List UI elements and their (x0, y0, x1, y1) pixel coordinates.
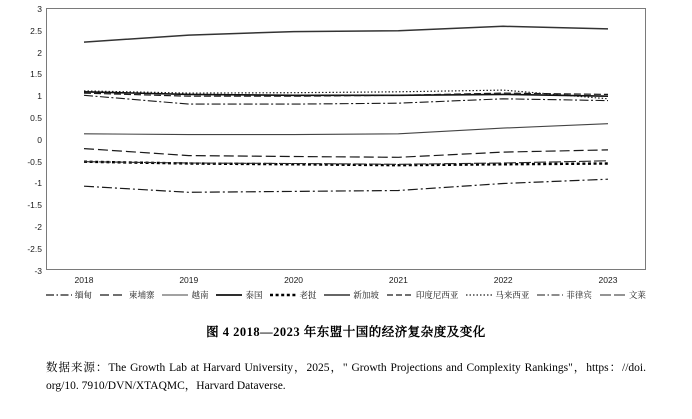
legend-swatch-singapore (324, 290, 350, 300)
y-tick-label: -3 (34, 265, 42, 276)
y-tick-label: -1 (34, 178, 42, 189)
legend-item-thailand (216, 289, 262, 301)
series-line-cambodia (84, 149, 608, 158)
legend-label-thailand: 泰国 (245, 290, 263, 300)
x-tick-label: 2021 (388, 275, 408, 285)
legend-item-singapore (324, 289, 379, 301)
y-tick-label: -1.5 (27, 200, 42, 211)
legend-item-myanmar (46, 289, 92, 301)
plot-frame (46, 8, 646, 270)
legend-swatch-laos (270, 290, 296, 300)
source-text: The Growth Lab at Harvard University，2025，" Growth Projections and Complexity Rankings"，https：//doi. org/10. 7910/DVN/XTAQMC，Harvard Dataverse. (46, 362, 646, 392)
legend-label-philippines: 菲律宾 (566, 290, 592, 300)
series-line-singapore (84, 26, 608, 42)
y-tick-label: 2 (37, 47, 42, 58)
source-note (46, 360, 646, 396)
x-tick-label: 2022 (493, 275, 513, 285)
legend-label-myanmar: 缅甸 (75, 290, 93, 300)
legend-swatch-brunei (600, 290, 626, 300)
legend-label-cambodia: 柬埔寨 (128, 290, 155, 300)
legend-label-indonesia: 印度尼西亚 (415, 290, 459, 300)
legend-item-indonesia (387, 289, 459, 301)
y-tick-label: 3 (37, 4, 42, 14)
legend-swatch-malaysia (466, 290, 492, 300)
series-line-vietnam (84, 124, 608, 135)
legend-swatch-vietnam (162, 290, 188, 300)
legend-label-malaysia: 马来西亚 (495, 290, 530, 300)
x-tick-label: 2019 (179, 275, 199, 285)
y-tick-label: -0.5 (27, 156, 42, 167)
legend-item-brunei (600, 289, 646, 301)
legend-label-brunei: 文莱 (628, 290, 646, 300)
x-tick-label: 2020 (284, 275, 304, 285)
legend-item-malaysia (466, 289, 529, 301)
legend-label-laos: 老挝 (299, 290, 317, 300)
legend-swatch-cambodia (100, 290, 126, 300)
legend-swatch-philippines (537, 290, 563, 300)
source-label: 数据来源： (46, 362, 109, 374)
x-tick-label: 2023 (598, 275, 618, 285)
legend-item-cambodia (100, 289, 155, 301)
legend-item-philippines (537, 289, 592, 301)
chart-legend (46, 286, 646, 304)
legend-swatch-myanmar (46, 290, 72, 300)
y-tick-label: 0 (37, 134, 42, 145)
legend-label-singapore: 新加坡 (353, 290, 379, 300)
y-tick-label: -2.5 (27, 243, 42, 254)
legend-item-laos (270, 289, 316, 301)
series-lines (46, 8, 646, 270)
series-line-myanmar (84, 179, 608, 192)
series-line-philippines (84, 95, 608, 104)
y-tick-label: 2.5 (30, 25, 42, 36)
legend-swatch-thailand (216, 290, 242, 300)
y-tick-label: 1.5 (30, 69, 42, 80)
legend-label-vietnam: 越南 (191, 290, 209, 300)
y-tick-label: 0.5 (30, 113, 42, 123)
y-tick-label: -2 (34, 222, 42, 232)
y-tick-label: 1 (37, 91, 42, 102)
figure-caption: 图 4 2018—2023 年东盟十国的经济复杂度及变化 (206, 325, 486, 339)
legend-item-vietnam (162, 289, 208, 301)
x-tick-label: 2018 (74, 275, 94, 285)
legend-swatch-indonesia (387, 290, 413, 300)
